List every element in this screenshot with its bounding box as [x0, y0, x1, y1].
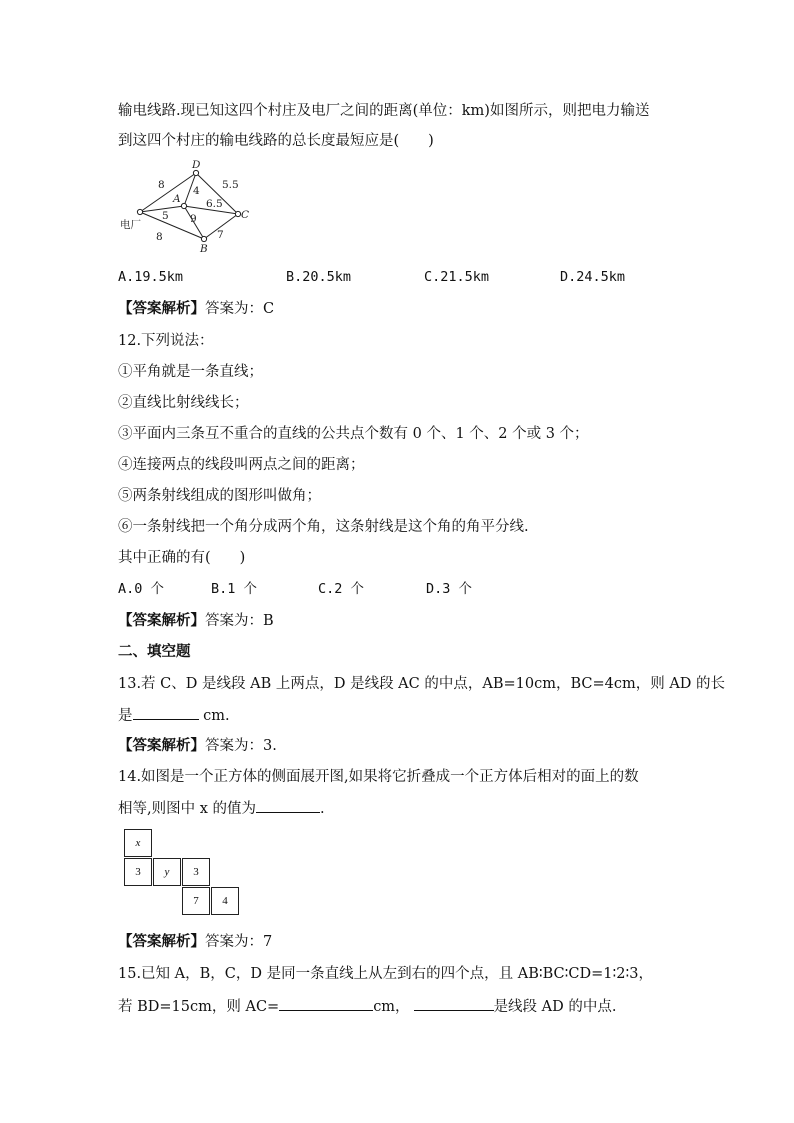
- q12-stem: 12.下列说法：: [118, 333, 214, 349]
- q12-item-6: ⑥一条射线把一个角分成两个角，这条射线是这个角的角平分线.: [118, 519, 529, 535]
- node-plant: [137, 209, 142, 214]
- edge-label-plant-d: 8: [158, 179, 165, 191]
- cube-face-3-right: 3: [182, 858, 210, 886]
- q12-item-2: ②直线比射线线长；: [118, 395, 249, 411]
- cube-face-7: 7: [182, 887, 210, 915]
- answer-text: 答案为：3.: [205, 738, 277, 754]
- q14-text-pre: 相等,则图中 x 的值为: [118, 801, 257, 817]
- cube-face-y: y: [153, 858, 181, 886]
- edge-label-b-c: 7: [217, 229, 224, 241]
- answer-text: 答案为：B: [205, 613, 274, 629]
- edge-label-plant-a: 5: [162, 210, 169, 222]
- q11-option-c: C.21.5km: [424, 269, 490, 285]
- answer-text: 答案为：C: [205, 301, 275, 317]
- q11-option-b: B.20.5km: [286, 269, 352, 285]
- q12-option-d: D.3 个: [426, 581, 473, 597]
- answer-label: 【答案解析】: [118, 612, 205, 629]
- q14-answer: [118, 932, 272, 952]
- q14-line-1: 14.如图是一个正方体的侧面展开图,如果将它折叠成一个正方体后相对的面上的数: [118, 769, 639, 785]
- q15-ac-blank[interactable]: [279, 996, 373, 1011]
- q11-answer: [118, 299, 274, 319]
- q13-line-1: 13.若 C、D 是线段 AB 上两点，D 是线段 AC 的中点，AB=10cm，BC=4cm，则 AD 的长: [118, 676, 726, 692]
- q12-item-1: ①平角就是一条直线；: [118, 364, 263, 380]
- answer-label: 【答案解析】: [118, 933, 205, 950]
- q12-option-b: B.1 个: [211, 581, 258, 597]
- q15-line-2: [118, 996, 617, 1017]
- cube-face-4: 4: [211, 887, 239, 915]
- answer-text: 答案为：7: [205, 934, 273, 950]
- node-d: [193, 170, 198, 175]
- q15-midpoint-blank[interactable]: [414, 996, 494, 1011]
- q12-item-4: ④连接两点的线段叫两点之间的距离；: [118, 457, 365, 473]
- q11-line-1: 输电线路.现已知这四个村庄及电厂之间的距离(单位：km)如图所示，则把电力输送: [118, 103, 650, 119]
- q13-answer-blank[interactable]: [133, 705, 199, 720]
- q14-line-2: [118, 798, 325, 819]
- q11-option-d: D.24.5km: [560, 269, 626, 285]
- label-d: D: [192, 159, 201, 171]
- q11-line-2: 到这四个村庄的输电线路的总长度最短应是( ): [118, 133, 434, 149]
- q12-item-5: ⑤两条射线组成的图形叫做角；: [118, 488, 321, 504]
- q11-option-a: A.19.5km: [118, 269, 184, 285]
- q14-answer-blank[interactable]: [256, 798, 320, 813]
- q15-text-c: 是线段 AD 的中点.: [493, 999, 617, 1015]
- q13-text-pre: 是: [118, 708, 133, 724]
- label-plant: 电厂: [120, 219, 141, 231]
- q15-text-b: cm，: [373, 999, 410, 1015]
- q14-text-post: .: [320, 801, 325, 817]
- cube-face-3-left: 3: [124, 858, 152, 886]
- power-network-figure: [118, 158, 258, 254]
- section-title: 二、填空题: [118, 643, 191, 660]
- cube-net-figure: [124, 829, 240, 917]
- edge-label-d-a: 4: [193, 185, 200, 197]
- edge-label-a-c: 6.5: [206, 198, 223, 210]
- q13-answer: [118, 736, 277, 756]
- label-b: B: [200, 243, 208, 254]
- q15-text-a: 若 BD=15cm，则 AC=: [118, 999, 280, 1015]
- answer-label: 【答案解析】: [118, 300, 205, 317]
- q12-answer: [118, 611, 274, 631]
- answer-label: 【答案解析】: [118, 737, 205, 754]
- q12-item-3: ③平面内三条互不重合的直线的公共点个数有 0 个、1 个、2 个或 3 个；: [118, 426, 589, 442]
- label-a: A: [173, 193, 181, 205]
- node-a: [181, 203, 186, 208]
- q12-option-c: C.2 个: [318, 581, 365, 597]
- edge-label-plant-b: 8: [156, 231, 163, 243]
- q13-line-2: [118, 705, 230, 726]
- node-b: [201, 236, 206, 241]
- q13-text-post: cm.: [198, 708, 230, 724]
- q12-question: 其中正确的有( ): [118, 550, 246, 566]
- node-c: [235, 211, 240, 216]
- edge-label-a-b: 9: [190, 213, 197, 225]
- edge-label-d-c: 5.5: [222, 179, 239, 191]
- q15-line-1: 15.已知 A，B，C，D 是同一条直线上从左到右的四个点，且 AB∶BC∶CD=1∶2∶3，: [118, 966, 654, 982]
- q12-option-a: A.0 个: [118, 581, 165, 597]
- label-c: C: [241, 209, 250, 221]
- cube-face-x: x: [124, 829, 152, 857]
